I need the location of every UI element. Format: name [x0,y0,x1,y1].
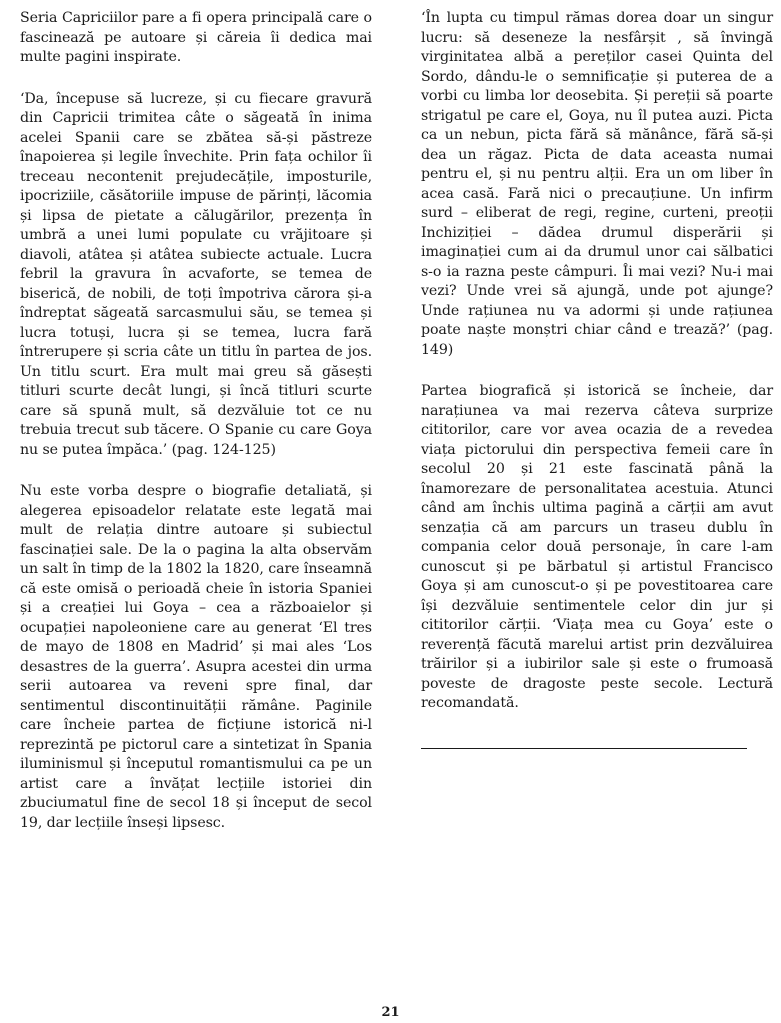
page-number: 21 [381,1005,400,1020]
left-column [20,9,372,855]
paragraph-biography-note: Nu este vorba despre o biografie detaliată, și alegerea episoadelor relatate este legată mai mult de relația dintre autoare și subiectul fascinației sale. De la o pagina la alta observăm un salt în timp de la 1802 la 1820, care înseamnă că este omisă o perioadă cheie în istoria Spaniei și a creației lui Goya – cea a războaielor și ocupației napoleoniene care au generat ‘El tres de mayo de 1808 en Madrid’ și mai ales ‘Los desastres de la guerra’. Asupra acestei din urma serii autoarea va reveni spre final, dar sentimentul discontinuității rămâne. Paginile care încheie partea de ficțiune istorică ni-l reprezintă pe pictorul care a sintetizat în Spania iluminismul și începutul romantismului ca pe un artist care a învățat lecțiile istoriei din zbuciumatul fine de secol 18 și început de secol 19, dar lecțiile înseși lipsesc. [20,483,372,831]
paragraph-capricii-intro: Seria Capriciilor pare a fi opera principală care o fascinează pe autoare și căreia îi dedica mai multe pagini inspirate. [20,10,372,65]
paragraph-quote-capricii: ‘Da, începuse să lucreze, și cu fiecare gravură din Capricii trimitea câte o săgeată în inima acelei Spanii care se zbătea să-și păstreze înapoierea și legile învechite. Prin fața ochilor îi treceau necontenit prejudecățile, imposturile, ipocriziile, căsătoriile impuse de părinți, lăcomia și lipsa de pietate a călugărilor, prezența în umbră a unei lumi populate cu vrăjitoare și diavoli, atâtea și atâtea subiecte actuale. Lucra febril la gravura în acvaforte, se temea de biserică, de nobili, de toți împotriva cărora și-a îndreptat săgeată sarcasmului său, se temea și lucra totuși, lucra și se temea, lucra fară întrerupere și scria câte un titlu în partea de jos. Un titlu scurt. Era mult mai greu să găsești titluri scurte decât lungi, și încă titluri scurte care să spună mult, să dezvăluie tot ce nu trebuia trecut sub tăcere. O Spanie cu care Goya nu se putea împăca.’ (pag. 124-125) [20,90,372,458]
paragraph-quote-quinta-del-sordo: ‘În lupta cu timpul rămas dorea doar un singur lucru: să deseneze la nesfârșit , să învingă virginitatea albă a pereților casei Quinta del Sordo, dându-le o semnificație și puterea de a vorbi cu limba lor deosebita. Și pereții să poarte strigatul pe care el, Goya, nu îl putea auzi. Picta ca un nebun, picta fără să mănânce, fără să-și dea un răgaz. Picta de data aceasta numai pentru el, și nu pentru alții. Era un om liber în acea casă. Fară nici o precauțiune. Un infirm surd – eliberat de regi, regine, curteni, preoții Inchiziției – dădea drumul disperării și imaginației cum ai da drumul unor cai sălbatici s-o ia razna peste câmpuri. Îi mai vezi? Nu-i mai vezi? Unde vrei să ajungă, unde pot ajunge? Unde rațiunea nu va adormi și unde rațiunea poate naște monștri chiar când e trează?’ (pag. 149) [421,10,773,358]
paragraph-conclusion: Partea biografică și istorică se încheie, dar narațiunea va mai rezerva câteva surprize cititorilor, care vor avea ocazia de a revedea viața pictorului din perspectiva femeii care în secolul 20 și 21 este fascinată până la înamorezare de personalitatea acestuia. Atunci când am închis ultima pagină a cărții am avut senzația că am parcurs un traseu dublu în compania celor două personaje, în care l-am cunoscut și pe bărbatul și artistul Francisco Goya și am cunoscut-o și pe povestitoarea care își dezvăluie sentimentele celor din jur și cititorilor cărții. ‘Viața mea cu Goya’ este o reverență făcută marelui artist prin dezvăluirea trăirilor și a iubirilor sale și este o frumoasă poveste de dragoste peste secole. Lectură recomandată. [421,383,773,711]
right-column [421,9,773,749]
end-divider [421,748,747,749]
